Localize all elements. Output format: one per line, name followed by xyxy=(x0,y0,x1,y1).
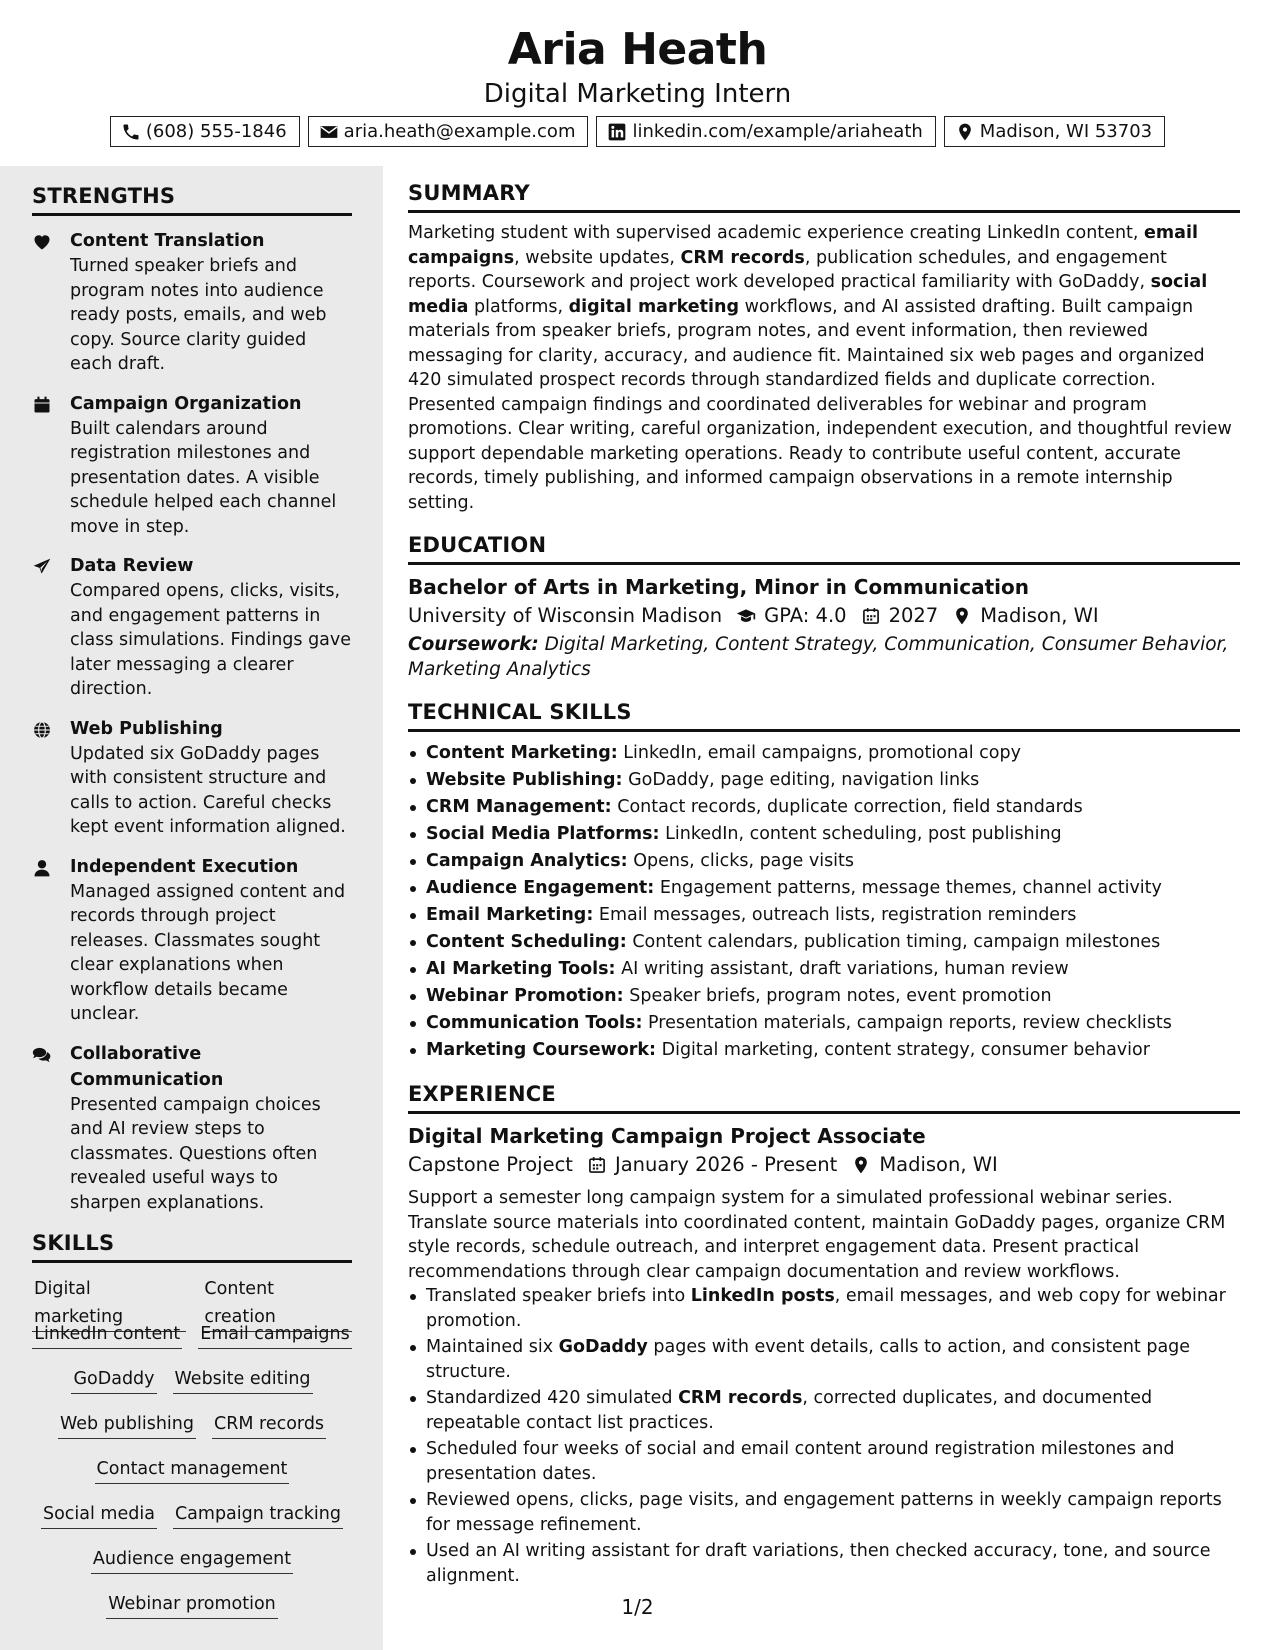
strengths-title: STRENGTHS xyxy=(32,182,352,216)
list-item xyxy=(408,902,1240,929)
skill-tag: Audience engagement xyxy=(91,1545,293,1574)
strength-item xyxy=(32,854,352,1027)
summary-text xyxy=(408,221,1240,515)
job-location: Madison, WI xyxy=(879,1153,998,1176)
bullet-seg-bold: CRM records xyxy=(678,1388,803,1408)
calendar-icon xyxy=(587,1155,607,1175)
contact-linkedin[interactable] xyxy=(596,116,935,147)
skill-value: Contact records, duplicate correction, field standards xyxy=(617,797,1083,817)
job-description: Support a semester long campaign system for a simulated professional webinar series. Translate source materials into coordinated content, maintain GoDaddy pages, organize CRM style records, schedule outreach, and interpret engagement data. Present practical recommendations through clear campaign documentation and review workflows. xyxy=(408,1188,1226,1282)
user-icon xyxy=(32,858,52,878)
bullet-seg: Used an AI writing assistant for draft variations, then checked accuracy, tone, and source alignment. xyxy=(426,1541,1211,1586)
email-text: aria.heath@example.com xyxy=(343,120,576,142)
list-item xyxy=(408,821,1240,848)
skill-tag: Webinar promotion xyxy=(106,1590,278,1619)
bullet-seg: Reviewed opens, clicks, page visits, and engagement patterns in weekly campaign reports for message refinement. xyxy=(426,1490,1222,1535)
list-item xyxy=(408,794,1240,821)
skill-value: Content calendars, publication timing, campaign milestones xyxy=(632,932,1161,952)
summary-section xyxy=(408,179,1240,515)
list-item xyxy=(408,1010,1240,1037)
skill-value: Email messages, outreach lists, registration reminders xyxy=(598,905,1077,925)
sidebar xyxy=(0,166,383,1650)
list-item xyxy=(408,956,1240,983)
skill-value: Speaker briefs, program notes, event promotion xyxy=(629,986,1052,1006)
skill-value: GoDaddy, page editing, navigation links xyxy=(628,770,980,790)
phone-icon xyxy=(121,122,141,142)
skill-tag: Digital marketing xyxy=(32,1275,186,1332)
skill-label: Marketing Coursework: xyxy=(426,1040,657,1060)
strength-title: Data Review xyxy=(70,556,194,576)
summary-seg: platforms, xyxy=(468,296,569,317)
education-section xyxy=(408,531,1240,682)
strength-title: Campaign Organization xyxy=(70,393,302,414)
calendar-icon xyxy=(32,395,52,415)
experience-title: EXPERIENCE xyxy=(408,1080,1240,1114)
contact-bar xyxy=(0,116,1275,147)
bullet-seg: Translated speaker briefs into xyxy=(426,1286,691,1306)
strength-item xyxy=(32,553,352,702)
strength-item xyxy=(32,391,352,540)
bullet-seg: pages with event details, calls to action, and consistent page structure. xyxy=(426,1337,1191,1382)
education-location: Madison, WI xyxy=(980,604,1099,627)
list-item xyxy=(408,929,1240,956)
location-text: Madison, WI 53703 xyxy=(979,120,1153,142)
envelope-icon xyxy=(319,122,339,142)
resume-header xyxy=(0,0,1275,166)
linkedin-text: linkedin.com/example/ariaheath xyxy=(632,120,923,142)
list-item xyxy=(408,875,1240,902)
skill-value: Digital marketing, content strategy, consumer behavior xyxy=(661,1040,1150,1060)
technical-skills-section xyxy=(408,698,1240,1064)
graduation-cap-icon xyxy=(736,606,756,626)
skill-value: Engagement patterns, message themes, channel activity xyxy=(659,878,1162,898)
summary-seg-bold: CRM records xyxy=(680,247,805,268)
strength-desc: Updated six GoDaddy pages with consistent structure and calls to action. Careful checks kept event information aligned. xyxy=(70,743,346,837)
skill-tag: CRM records xyxy=(212,1410,326,1439)
map-pin-icon xyxy=(851,1155,871,1175)
bullet-seg: Scheduled four weeks of social and email content around registration milestones and presentation dates. xyxy=(426,1439,1175,1484)
page-number: 1/2 xyxy=(621,1595,654,1619)
bullet-seg: Maintained six xyxy=(426,1337,559,1357)
skills-title: SKILLS xyxy=(32,1229,352,1263)
gpa-text: GPA: 4.0 xyxy=(764,604,847,627)
skill-label: Content Marketing: xyxy=(426,743,618,763)
list-item xyxy=(408,1037,1240,1064)
strength-desc: Managed assigned content and records through project releases. Classmates sought clear explanations when workflow details became unclear. xyxy=(70,881,346,1024)
map-pin-icon xyxy=(952,606,972,626)
strength-title: Content Translation xyxy=(70,231,265,251)
skill-label: Communication Tools: xyxy=(426,1013,643,1033)
degree-title: Bachelor of Arts in Marketing, Minor in Communication xyxy=(408,575,1029,599)
technical-skills-list xyxy=(408,740,1240,1064)
calendar-icon xyxy=(861,606,881,626)
strength-item xyxy=(32,228,352,377)
skill-tag: Social media xyxy=(41,1500,157,1529)
strength-desc: Turned speaker briefs and program notes into audience ready posts, emails, and web copy. Source clarity guided each draft. xyxy=(70,256,327,374)
skill-value: LinkedIn, content scheduling, post publishing xyxy=(665,824,1062,844)
skill-label: Website Publishing: xyxy=(426,770,623,790)
list-item xyxy=(408,1284,1240,1333)
contact-location xyxy=(944,116,1165,147)
skill-tag: Campaign tracking xyxy=(173,1500,343,1529)
summary-seg: Marketing student with supervised academic experience creating LinkedIn content, xyxy=(408,223,1145,243)
education-title: EDUCATION xyxy=(408,531,1240,565)
job-org: Capstone Project xyxy=(408,1153,573,1176)
skill-tag: Email campaigns xyxy=(198,1320,352,1349)
map-pin-icon xyxy=(955,122,975,142)
experience-bullets xyxy=(408,1284,1240,1588)
skill-label: Content Scheduling: xyxy=(426,932,627,952)
summary-seg-bold: digital marketing xyxy=(568,296,740,317)
bullet-seg-bold: GoDaddy xyxy=(558,1337,648,1357)
summary-title: SUMMARY xyxy=(408,179,1240,213)
list-item xyxy=(408,1488,1240,1537)
bullet-seg: Standardized 420 simulated xyxy=(426,1388,679,1408)
strength-desc: Compared opens, clicks, visits, and engagement patterns in class simulations. Findings gave later messaging a clearer direction. xyxy=(70,581,352,699)
skill-tag: Website editing xyxy=(173,1365,313,1394)
list-item xyxy=(408,740,1240,767)
list-item xyxy=(408,983,1240,1010)
technical-skills-title: TECHNICAL SKILLS xyxy=(408,698,1240,732)
phone-text: (608) 555-1846 xyxy=(145,120,287,142)
education-meta xyxy=(408,601,1240,631)
skill-label: Audience Engagement: xyxy=(426,878,655,898)
strength-desc: Built calendars around registration milestones and presentation dates. A visible schedule helped each channel move in step. xyxy=(70,418,337,537)
bullet-seg-bold: LinkedIn posts xyxy=(690,1286,835,1306)
linkedin-icon xyxy=(607,122,627,142)
skill-tag: Contact management xyxy=(95,1455,290,1484)
summary-seg: , website updates, xyxy=(514,247,681,268)
main-content xyxy=(408,179,1240,1604)
summary-seg-bold: email campaigns xyxy=(408,223,1198,268)
strength-title: Independent Execution xyxy=(70,856,299,877)
comments-icon xyxy=(32,1045,52,1065)
coursework-label: Coursework: xyxy=(408,634,539,655)
strength-title: Collaborative Communication xyxy=(70,1043,224,1090)
list-item xyxy=(408,1386,1240,1435)
skill-value: Presentation materials, campaign reports, review checklists xyxy=(648,1013,1172,1033)
candidate-role: Digital Marketing Intern xyxy=(483,79,792,109)
list-item xyxy=(408,767,1240,794)
job-meta xyxy=(408,1150,1240,1180)
list-item xyxy=(408,848,1240,875)
globe-icon xyxy=(32,720,52,740)
skill-tags xyxy=(32,1275,352,1635)
bullet-seg: , email messages, and web copy for webinar promotion. xyxy=(426,1286,1226,1331)
job-dates: January 2026 - Present xyxy=(614,1153,838,1176)
skill-label: Social Media Platforms: xyxy=(426,824,660,844)
bullet-seg: , corrected duplicates, and documented repeatable contact list practices. xyxy=(426,1388,1153,1433)
job-title: Digital Marketing Campaign Project Associate xyxy=(408,1124,926,1148)
skill-tag: Web publishing xyxy=(58,1410,196,1439)
list-item xyxy=(408,1437,1240,1486)
coursework xyxy=(408,633,1240,682)
skill-value: LinkedIn, email campaigns, promotional copy xyxy=(623,743,1021,763)
coursework-list: Digital Marketing, Content Strategy, Communication, Consumer Behavior, Marketing Analytics xyxy=(408,634,1229,680)
strength-desc: Presented campaign choices and AI review steps to classmates. Questions often revealed useful ways to sharpen explanations. xyxy=(70,1094,321,1213)
experience-section xyxy=(408,1080,1240,1588)
school-name: University of Wisconsin Madison xyxy=(408,604,723,627)
skill-tag: GoDaddy xyxy=(71,1365,156,1394)
summary-seg-bold: social media xyxy=(408,272,1208,317)
heart-icon xyxy=(32,232,52,252)
strength-item xyxy=(32,716,352,840)
list-item xyxy=(408,1335,1240,1384)
skill-label: Campaign Analytics: xyxy=(426,851,628,871)
paper-plane-icon xyxy=(32,557,52,577)
list-item xyxy=(408,1539,1240,1588)
summary-seg: , publication schedules, and engagement reports. Coursework and project work developed practical familiarity with GoDaddy, xyxy=(408,247,1167,292)
skill-tag: LinkedIn content xyxy=(32,1320,182,1349)
candidate-name: Aria Heath xyxy=(507,24,768,75)
skill-label: Email Marketing: xyxy=(426,905,594,925)
summary-seg: workflows, and AI assisted drafting. Built campaign materials from speaker briefs, program notes, and event information, then reviewed messaging for clarity, accuracy, and audience fit. Maintained six web pages and organized 420 simulated prospect records through standardized fields and duplicate correction. Presented campaign findings and coordinated deliverables for webinar and program promotions. Clear writing, careful organization, independent execution, and thoughtful review support dependable marketing operations. Ready to contribute useful content, accurate records, timely publishing, and informed campaign observations in a remote internship setting. xyxy=(408,296,1232,513)
strength-title: Web Publishing xyxy=(70,718,223,739)
skill-label: AI Marketing Tools: xyxy=(426,959,616,979)
skill-label: CRM Management: xyxy=(426,797,612,817)
skill-tag: Content creation xyxy=(202,1275,352,1332)
skill-value: Opens, clicks, page visits xyxy=(633,851,855,871)
skill-value: AI writing assistant, draft variations, human review xyxy=(621,959,1069,979)
grad-year: 2027 xyxy=(888,604,939,627)
contact-phone xyxy=(110,116,300,147)
skill-label: Webinar Promotion: xyxy=(426,986,624,1006)
contact-email[interactable] xyxy=(308,116,589,147)
strength-item xyxy=(32,1041,352,1216)
